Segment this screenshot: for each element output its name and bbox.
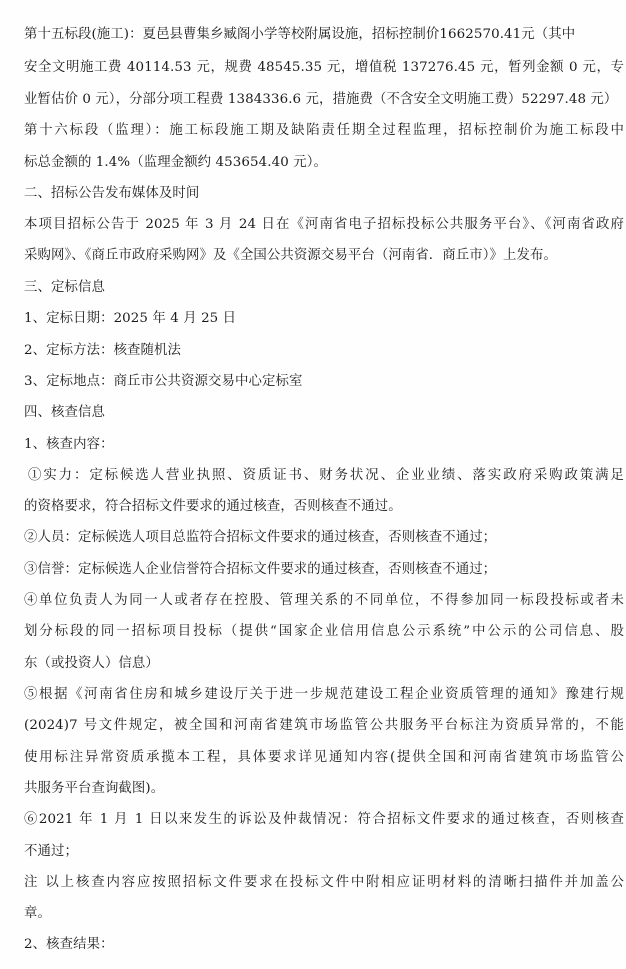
item-qualification-line1: ⑤根据《河南省住房和城乡建设厅关于进一步规范建设工程企业资质管理的通知》豫建行规: [24, 687, 624, 702]
verification-content-label: 1、核查内容：: [24, 437, 114, 452]
note-line1: 注 以上核查内容应按照招标文件要求在投标文件中附相应证明材料的清晰扫描件并加盖公: [24, 875, 624, 890]
heading-publication-media: 二、招标公告发布媒体及时间: [24, 186, 200, 201]
item-litigation-line1: ⑥2021 年 1 月 1 日以来发生的诉讼及仲裁情况：符合招标文件要求的通过核查，否则核查: [24, 812, 624, 827]
paragraph-section15-line1: 第十五标段(施工)：夏邑县曹集乡臧阁小学等校附属设施，招标控制价1662570.41元（其中: [24, 27, 576, 42]
item-unit-head-line1: ④单位负责人为同一人或者存在控股、管理关系的不同单位，不得参加同一标段投标或者未: [24, 593, 624, 608]
paragraph-publication-line1: 本项目招标公告于 2025 年 3 月 24 日在《河南省电子招标投标公共服务平台》、《河南省政府: [24, 217, 624, 232]
item-strength-line1: ①实力：定标候选人营业执照、资质证书、财务状况、企业业绩、落实政府采购政策满足: [28, 468, 624, 483]
item-reputation: ③信誉：定标候选人企业信誉符合招标文件要求的通过核查，否则核查不通过；: [24, 562, 497, 577]
item-strength-line2: 的资格要求，符合招标文件要求的通过核查，否则核查不通过。: [24, 499, 402, 514]
heading-award-info: 三、定标信息: [24, 280, 105, 295]
item-litigation-line2: 不通过；: [24, 844, 78, 859]
heading-verification-info: 四、核查信息: [24, 405, 105, 420]
paragraph-publication-line2: 采购网》、《商丘市政府采购网》及《全国公共资源交易平台（河南省．商丘市）》上发布。: [24, 248, 558, 263]
paragraph-section15-line2: 安全文明施工费 40114.53 元，规费 48545.35 元，增值税 137276.45 元，暂列金额 0 元，专: [24, 60, 624, 75]
item-qualification-line4: 共服务平台查询截图)。: [24, 781, 165, 796]
paragraph-section16-line2: 标总金额的 1.4%（监理金额约 453654.40 元）。: [24, 155, 327, 170]
paragraph-section15-line3: 业暂估价 0 元），分部分项工程费 1384336.6 元，措施费（不含安全文明施工费）52297.48 元）: [24, 92, 618, 107]
item-unit-head-line2: 划分标段的同一招标项目投标（提供“国家企业信用信息公示系统”中公示的公司信息、股: [24, 624, 624, 639]
item-qualification-line3: 使用标注异常资质承揽本工程，具体要求详见通知内容(提供全国和河南省建筑市场监管公: [24, 750, 624, 765]
paragraph-section16-line1: 第十六标段（监理）：施工标段施工期及缺陷责任期全过程监理，招标控制价为施工标段中: [24, 123, 624, 138]
item-qualification-line2: (2024)7 号文件规定，被全国和河南省建筑市场监管公共服务平台标注为资质异常的，不能: [24, 718, 624, 733]
award-location: 3、定标地点：商丘市公共资源交易中心定标室: [24, 374, 303, 389]
award-method: 2、定标方法：核查随机法: [24, 343, 182, 358]
award-date: 1、定标日期：2025 年 4 月 25 日: [24, 311, 237, 326]
item-personnel: ②人员：定标候选人项目总监符合招标文件要求的通过核查，否则核查不通过；: [24, 530, 497, 545]
note-line2: 章。: [24, 906, 51, 921]
verification-result-label: 2、核查结果：: [24, 937, 114, 952]
item-unit-head-line3: 东（或投资人）信息）: [24, 656, 159, 671]
